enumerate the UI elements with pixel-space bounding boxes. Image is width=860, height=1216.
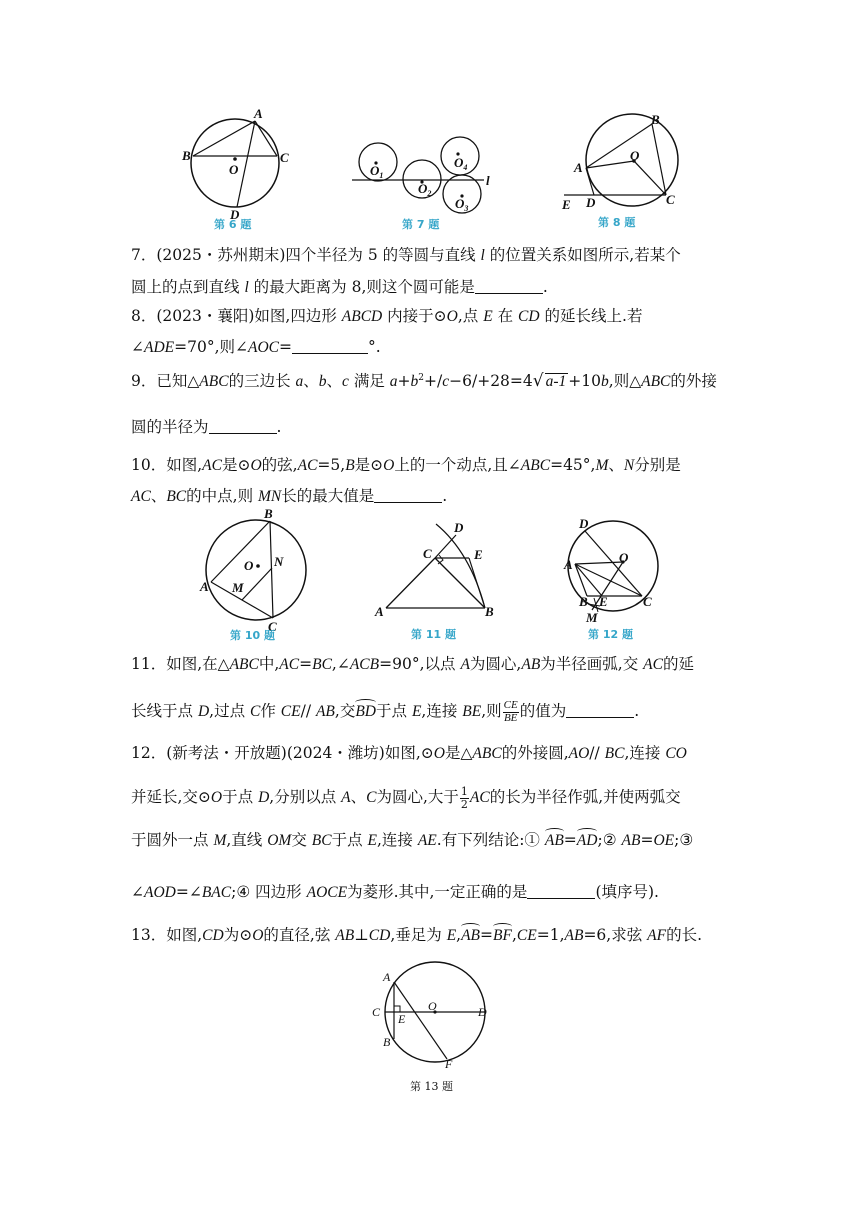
- text-q12-ac: E: [367, 832, 377, 849]
- text-q11-den: BE: [503, 711, 518, 724]
- text-q12-num: 1: [460, 785, 468, 798]
- text-q10-s: 、: [150, 487, 167, 505]
- text-q9-l: b: [410, 373, 419, 390]
- label-C: C: [372, 1005, 381, 1019]
- text-figures-fig7-labels-s3: 3: [464, 204, 469, 213]
- text-q13-a: 13．如图,: [131, 926, 203, 944]
- text-q9-p: −6/+28=4: [449, 372, 533, 390]
- text-q12-e: 的外接圆,: [501, 744, 569, 762]
- text-q12-av: (填序号).: [595, 883, 659, 901]
- text-q11-p: 长线于点: [131, 702, 198, 721]
- text-q9-e: 、: [303, 372, 319, 390]
- label-C: C: [280, 150, 289, 165]
- text-q9-t: ,则△: [608, 372, 642, 390]
- text-q12-b: O: [433, 745, 445, 762]
- text-q11-e: =: [299, 655, 313, 673]
- text-q11-j: A: [460, 656, 470, 673]
- label-o2: [418, 181, 431, 198]
- label-o1: [370, 163, 383, 180]
- text-q12-n: D: [258, 789, 270, 807]
- question-9-line-1: 9．已知△ABC的三边长 a、b、c 满足 $a+b^2+/c-6/+28=4√$ a-1 +10b,则△ABC的外接: [131, 371, 717, 391]
- text-q8-l1i: 的延长线上.若: [539, 307, 643, 325]
- text-q10-l: ABC: [520, 457, 551, 474]
- label-D: D: [478, 1005, 487, 1019]
- label-N: N: [274, 554, 284, 569]
- text-figures-fig7-labels-o1: O: [370, 163, 380, 178]
- text-q12-aa: BC: [311, 832, 332, 849]
- text-q12-p: A: [341, 789, 351, 807]
- text-q12-g: //: [589, 744, 605, 762]
- text-q12-y: OM: [267, 832, 292, 849]
- label-A: A: [200, 579, 209, 594]
- text-q12-am: OE: [653, 832, 675, 849]
- text-q13-u: 的长.: [666, 926, 703, 944]
- text-q9-n: +/: [424, 372, 443, 390]
- label-C: C: [268, 619, 277, 634]
- figure-11-caption: 第 11 题: [411, 628, 456, 641]
- text-q11-g: ,∠: [331, 655, 350, 673]
- text-q12-ag: AB: [544, 832, 564, 849]
- text-q12-a: 12．(新考法・开放题)(2024・潍坊)如图,⊙: [131, 744, 434, 762]
- text-q10-d: O: [250, 457, 262, 474]
- label-E: E: [474, 547, 483, 562]
- figure-10-diagram: [198, 508, 316, 642]
- question-10-line-2: [131, 488, 731, 505]
- label-M: M: [232, 580, 244, 595]
- text-q12-at: AOCE: [306, 884, 348, 901]
- question-7-line-1: [131, 248, 731, 264]
- label-O: O: [428, 999, 437, 1013]
- text-q11-ad: ,则: [481, 702, 502, 721]
- text-q8-l1b: ABCD: [341, 308, 383, 325]
- label-D: D: [230, 207, 240, 222]
- text-q8-l2d: AOC: [248, 339, 280, 356]
- text-q10-h: B: [345, 457, 355, 474]
- question-7-line-2: [131, 279, 731, 296]
- text-figures-fig7-labels-s2: 2: [427, 189, 432, 198]
- text-q11-ab: ,连接: [421, 702, 463, 721]
- text-q13-s: =6,求弦: [583, 926, 648, 944]
- text-q13-d: O: [252, 927, 264, 944]
- text-q13-l: AB: [461, 927, 481, 944]
- text-q10-i: 是⊙: [354, 456, 384, 474]
- text-q12-m: 于点: [222, 788, 259, 807]
- text-q13-b: CD: [202, 927, 224, 944]
- label-B: B: [579, 594, 588, 609]
- text-q12-aq: =∠: [175, 883, 202, 901]
- question-8-line-1: [131, 309, 731, 325]
- figure-11-diagram: [372, 522, 502, 642]
- text-q11-ac: BE: [462, 703, 482, 721]
- text-q12-o: ,分别以点: [269, 788, 342, 807]
- text-q9-l2: 圆的半径为: [131, 418, 209, 436]
- text-q9-d: a: [295, 373, 304, 390]
- answer-blank-12[interactable]: [527, 884, 595, 899]
- text-q12-au: 为菱形.其中,一定正确的是: [347, 883, 528, 901]
- question-11-line-1: [131, 657, 731, 673]
- text-q12-ao: ∠: [131, 883, 144, 901]
- text-q10-x: .: [442, 487, 448, 505]
- text-q9-c: 的三边长: [228, 372, 296, 390]
- text-q12-ai: AD: [576, 832, 598, 849]
- question-8-line-2: [131, 339, 731, 356]
- label-B: B: [383, 1035, 391, 1049]
- text-q11-b: ABC: [229, 656, 259, 673]
- text-q12-h: BC: [604, 745, 625, 762]
- label-A: A: [574, 160, 583, 175]
- text-figures-fig7-labels-o3: O: [455, 196, 465, 211]
- text-q9-q: a-1: [545, 373, 567, 390]
- text-q10-u: 的中点,则: [186, 487, 258, 505]
- figure-12-diagram: [560, 518, 670, 642]
- label-F: F: [445, 1057, 453, 1071]
- text-q11-h: ACB: [349, 656, 380, 673]
- text-q12-q: 、: [350, 788, 367, 807]
- figure-7: [352, 130, 502, 232]
- text-q12-t: AC: [469, 789, 490, 807]
- text-q11-w: AB: [315, 703, 335, 721]
- text-q12-z: 交: [291, 831, 312, 849]
- label-E: E: [398, 1012, 406, 1026]
- answer-blank-8[interactable]: [292, 339, 368, 354]
- fraction-ce-be: [503, 700, 519, 724]
- question-13-line-1: [131, 928, 731, 944]
- text-q10-b: AC: [202, 457, 222, 474]
- text-q12-an: ;③: [674, 831, 694, 849]
- text-q10-v: MN: [258, 488, 282, 505]
- figure-12-caption: 第 12 题: [588, 628, 633, 641]
- text-q8-l1d: O: [446, 308, 458, 325]
- text-q11-k: 为圆心,: [469, 655, 522, 673]
- text-q13-g: ⊥: [354, 926, 369, 944]
- text-q12-ah: =: [563, 831, 577, 849]
- text-q13-t: AF: [647, 927, 667, 944]
- figure-8: [558, 112, 688, 232]
- label-O: O: [630, 148, 640, 163]
- text-q11-x: ,交: [334, 702, 356, 721]
- text-q13-m: =: [480, 926, 494, 944]
- text-figures-fig7-labels-s4: 4: [463, 163, 468, 172]
- text-q7-l2c: 的最大距离为 8,则这个圆可能是: [248, 278, 475, 296]
- text-q8-l1g: 在: [492, 307, 519, 325]
- text-q12-f: AO: [568, 745, 590, 762]
- text-q13-o: ,: [511, 926, 517, 944]
- figure-11: [372, 522, 502, 642]
- text-q9-l2b: .: [276, 418, 282, 436]
- text-q10-a: 10．如图,: [131, 456, 203, 474]
- text-q9-j: a: [389, 373, 398, 390]
- label-E: E: [562, 197, 571, 212]
- text-q10-p: N: [623, 457, 635, 474]
- text-q12-d: ABC: [472, 745, 502, 762]
- figure-6: [180, 108, 300, 232]
- text-q13-n: BF: [493, 927, 512, 944]
- text-q10-f: AC: [297, 457, 318, 474]
- text-q7-l1b: l: [480, 247, 485, 264]
- text-q12-r: C: [366, 789, 377, 807]
- label-D: D: [586, 195, 596, 210]
- text-q11-t: 作: [260, 702, 281, 721]
- text-q10-c: 是⊙: [221, 456, 251, 474]
- text-q13-c: 为⊙: [223, 926, 253, 944]
- text-q7-l2b: l: [244, 279, 249, 296]
- text-q11-n: AC: [643, 656, 663, 673]
- text-q11-aa: E: [411, 703, 422, 721]
- figure-13-caption: 第 13 题: [410, 1080, 453, 1093]
- text-q12-k: 并延长,交⊙: [131, 788, 211, 807]
- text-q9-g: 、: [326, 372, 343, 390]
- text-q8-l2f: °.: [368, 338, 381, 356]
- text-q11-r: ,过点: [209, 702, 250, 721]
- label-B: B: [182, 148, 191, 163]
- text-q11-v: //: [300, 702, 316, 721]
- text-q12-ab: 于点: [331, 831, 368, 849]
- text-q12-s: 为圆心,大于: [376, 788, 459, 807]
- figure-8-diagram: [558, 112, 688, 232]
- text-q12-ak: AB: [621, 832, 641, 849]
- answer-blank-7[interactable]: [475, 279, 543, 294]
- answer-blank-9[interactable]: [209, 419, 277, 434]
- text-q11-l: AB: [521, 656, 541, 673]
- text-q11-c: 中,: [258, 655, 280, 673]
- question-12-line-4: [131, 884, 731, 901]
- text-q11-f: BC: [312, 656, 332, 673]
- label-A: A: [375, 604, 384, 619]
- text-q13-h: CD: [368, 927, 391, 944]
- text-q12-aj: ;②: [597, 831, 622, 849]
- text-q9-m: 2: [418, 372, 425, 383]
- label-A: A: [383, 970, 391, 984]
- text-q11-num: CE: [503, 699, 518, 711]
- label-A: A: [564, 557, 573, 572]
- label-O: O: [229, 162, 239, 177]
- figure-8-caption: 第 8 题: [598, 216, 636, 229]
- text-figures-fig7-labels-o2: O: [418, 181, 428, 196]
- text-q13-r: AB: [564, 927, 584, 944]
- figure-7-caption: 第 7 题: [402, 218, 440, 231]
- label-D: D: [579, 516, 589, 531]
- figure-10: [198, 508, 316, 642]
- text-q10-k: 上的一个动点,且∠: [394, 456, 521, 474]
- text-q9-b: ABC: [199, 373, 229, 390]
- label-D: D: [454, 520, 464, 535]
- text-q12-i: ,连接: [624, 744, 666, 762]
- text-q12-den: 2: [460, 797, 468, 811]
- label-C: C: [666, 192, 675, 207]
- label-C: C: [423, 546, 432, 561]
- text-q8-l2b: ADE: [144, 339, 175, 356]
- text-q13-e: 的直径,弦: [263, 926, 336, 944]
- text-q12-u: 的长为半径作弧,并使两弧交: [489, 788, 681, 807]
- text-q13-k: ,: [456, 926, 462, 944]
- figure-10-caption: 第 10 题: [230, 629, 275, 642]
- text-q9-i: 满足: [348, 372, 390, 390]
- text-q13-q: =1,: [536, 926, 565, 944]
- figure-12: [560, 518, 670, 642]
- text-q10-g: =5,: [317, 456, 346, 474]
- label-B: B: [651, 112, 660, 127]
- figure-6-caption: 第 6 题: [214, 218, 252, 231]
- text-figures-fig7-labels-o4: O: [454, 155, 464, 170]
- label-A: A: [254, 106, 263, 121]
- label-M: M: [586, 610, 598, 625]
- text-q12-x: ,直线: [226, 831, 268, 849]
- text-q12-al: =: [640, 831, 654, 849]
- question-9-line-2: [131, 419, 731, 436]
- figure-13: [368, 966, 498, 1096]
- text-q12-ap: AOD: [144, 884, 176, 901]
- label-o4: [454, 155, 467, 172]
- question-12-line-1: [131, 746, 731, 762]
- text-q8-l2e: =: [279, 338, 293, 356]
- label-o3: [455, 196, 468, 213]
- text-q11-s: C: [250, 703, 261, 721]
- text-q12-af: .有下列结论:①: [436, 831, 545, 849]
- question-12-line-3: [131, 833, 731, 849]
- text-q10-q: 分别是: [634, 456, 681, 474]
- text-q11-o: 的延: [662, 655, 694, 673]
- text-q13-i: ,垂足为: [390, 926, 447, 944]
- text-q10-j: O: [383, 457, 395, 474]
- text-q7-l2: 圆上的点到直线: [131, 278, 245, 296]
- text-q12-w: M: [213, 832, 227, 849]
- text-q11-u: CE: [280, 703, 301, 721]
- text-q12-as: ;④ 四边形: [231, 883, 307, 901]
- answer-blank-11[interactable]: [566, 703, 634, 718]
- text-q8-l2a: ∠: [131, 338, 144, 356]
- text-q11-a: 11．如图,在△: [131, 655, 230, 673]
- text-q12-ae: AE: [417, 832, 437, 849]
- text-q11-af: .: [634, 702, 640, 721]
- text-q8-l1h: CD: [518, 308, 540, 325]
- text-figures-fig7-labels-s1: 1: [379, 171, 384, 180]
- text-q7-l1: 7．(2025・苏州期末)四个半径为 5 的等圆与直线: [131, 246, 481, 264]
- text-q12-c: 是△: [444, 744, 473, 762]
- label-B: B: [485, 604, 494, 619]
- text-q7-l1c: 的位置关系如图所示,若某个: [484, 246, 681, 264]
- figure-13-diagram: [368, 966, 498, 1096]
- label-l: l: [486, 173, 490, 188]
- text-q9-s: b: [601, 373, 609, 390]
- text-q13-j: E: [446, 927, 457, 944]
- text-q8-l1a: 8．(2023・襄阳)如图,四边形: [131, 307, 342, 325]
- label-O: O: [619, 550, 629, 565]
- text-q12-ad: ,连接: [376, 831, 418, 849]
- text-q9-f: b: [318, 373, 327, 390]
- text-q12-l: O: [210, 789, 223, 807]
- text-q10-e: 的弦,: [261, 456, 298, 474]
- text-q9-h: c: [342, 373, 349, 390]
- text-q10-o: 、: [608, 456, 624, 474]
- text-q9-o: c: [442, 373, 450, 390]
- text-q9-a: 9．已知△: [131, 372, 200, 390]
- text-q10-n: M: [595, 457, 609, 474]
- text-q9-v: 的外接: [670, 372, 717, 390]
- text-q10-t: BC: [166, 488, 187, 505]
- label-C: C: [643, 594, 652, 609]
- text-q10-m: =45°,: [550, 456, 596, 474]
- text-q8-l1e: ,点: [457, 307, 484, 325]
- text-q9-k: +: [397, 372, 411, 390]
- text-q12-v: 于圆外一点: [131, 831, 214, 849]
- figure-6-diagram: [180, 108, 300, 232]
- text-q8-l1c: 内接于⊙: [382, 307, 447, 325]
- text-q11-d: AC: [279, 656, 300, 673]
- text-q9-r: +10: [568, 372, 602, 390]
- text-q11-z: 于点: [376, 702, 412, 721]
- figure-7-diagram: [352, 130, 502, 232]
- text-q13-f: AB: [335, 927, 355, 944]
- text-q11-ae: 的值为: [519, 702, 567, 721]
- text-q11-m: 为半径画弧,交: [540, 655, 644, 673]
- text-q11-q: D: [197, 703, 210, 721]
- text-q8-l2c: =70°,则∠: [174, 338, 249, 356]
- text-q7-l2d: .: [542, 278, 548, 296]
- label-E: E: [599, 594, 608, 609]
- question-10-line-1: [131, 458, 731, 474]
- text-q12-j: CO: [665, 745, 687, 762]
- text-q9-u: ABC: [641, 373, 671, 390]
- text-q10-r: AC: [131, 488, 151, 505]
- fraction-one-half: [460, 786, 469, 810]
- text-q8-l1f: E: [483, 308, 493, 325]
- answer-blank-10[interactable]: [374, 488, 442, 503]
- question-11-line-2: [131, 700, 731, 724]
- text-q13-p: CE: [516, 927, 537, 944]
- text-q10-w: 长的最大值是: [281, 487, 375, 505]
- text-q11-y: BD: [355, 703, 377, 721]
- label-B: B: [264, 506, 273, 521]
- question-12-line-2: [131, 786, 731, 810]
- label-O: O: [244, 558, 254, 573]
- text-q12-ar: BAC: [201, 884, 232, 901]
- text-q11-i: =90°,以点: [379, 655, 461, 673]
